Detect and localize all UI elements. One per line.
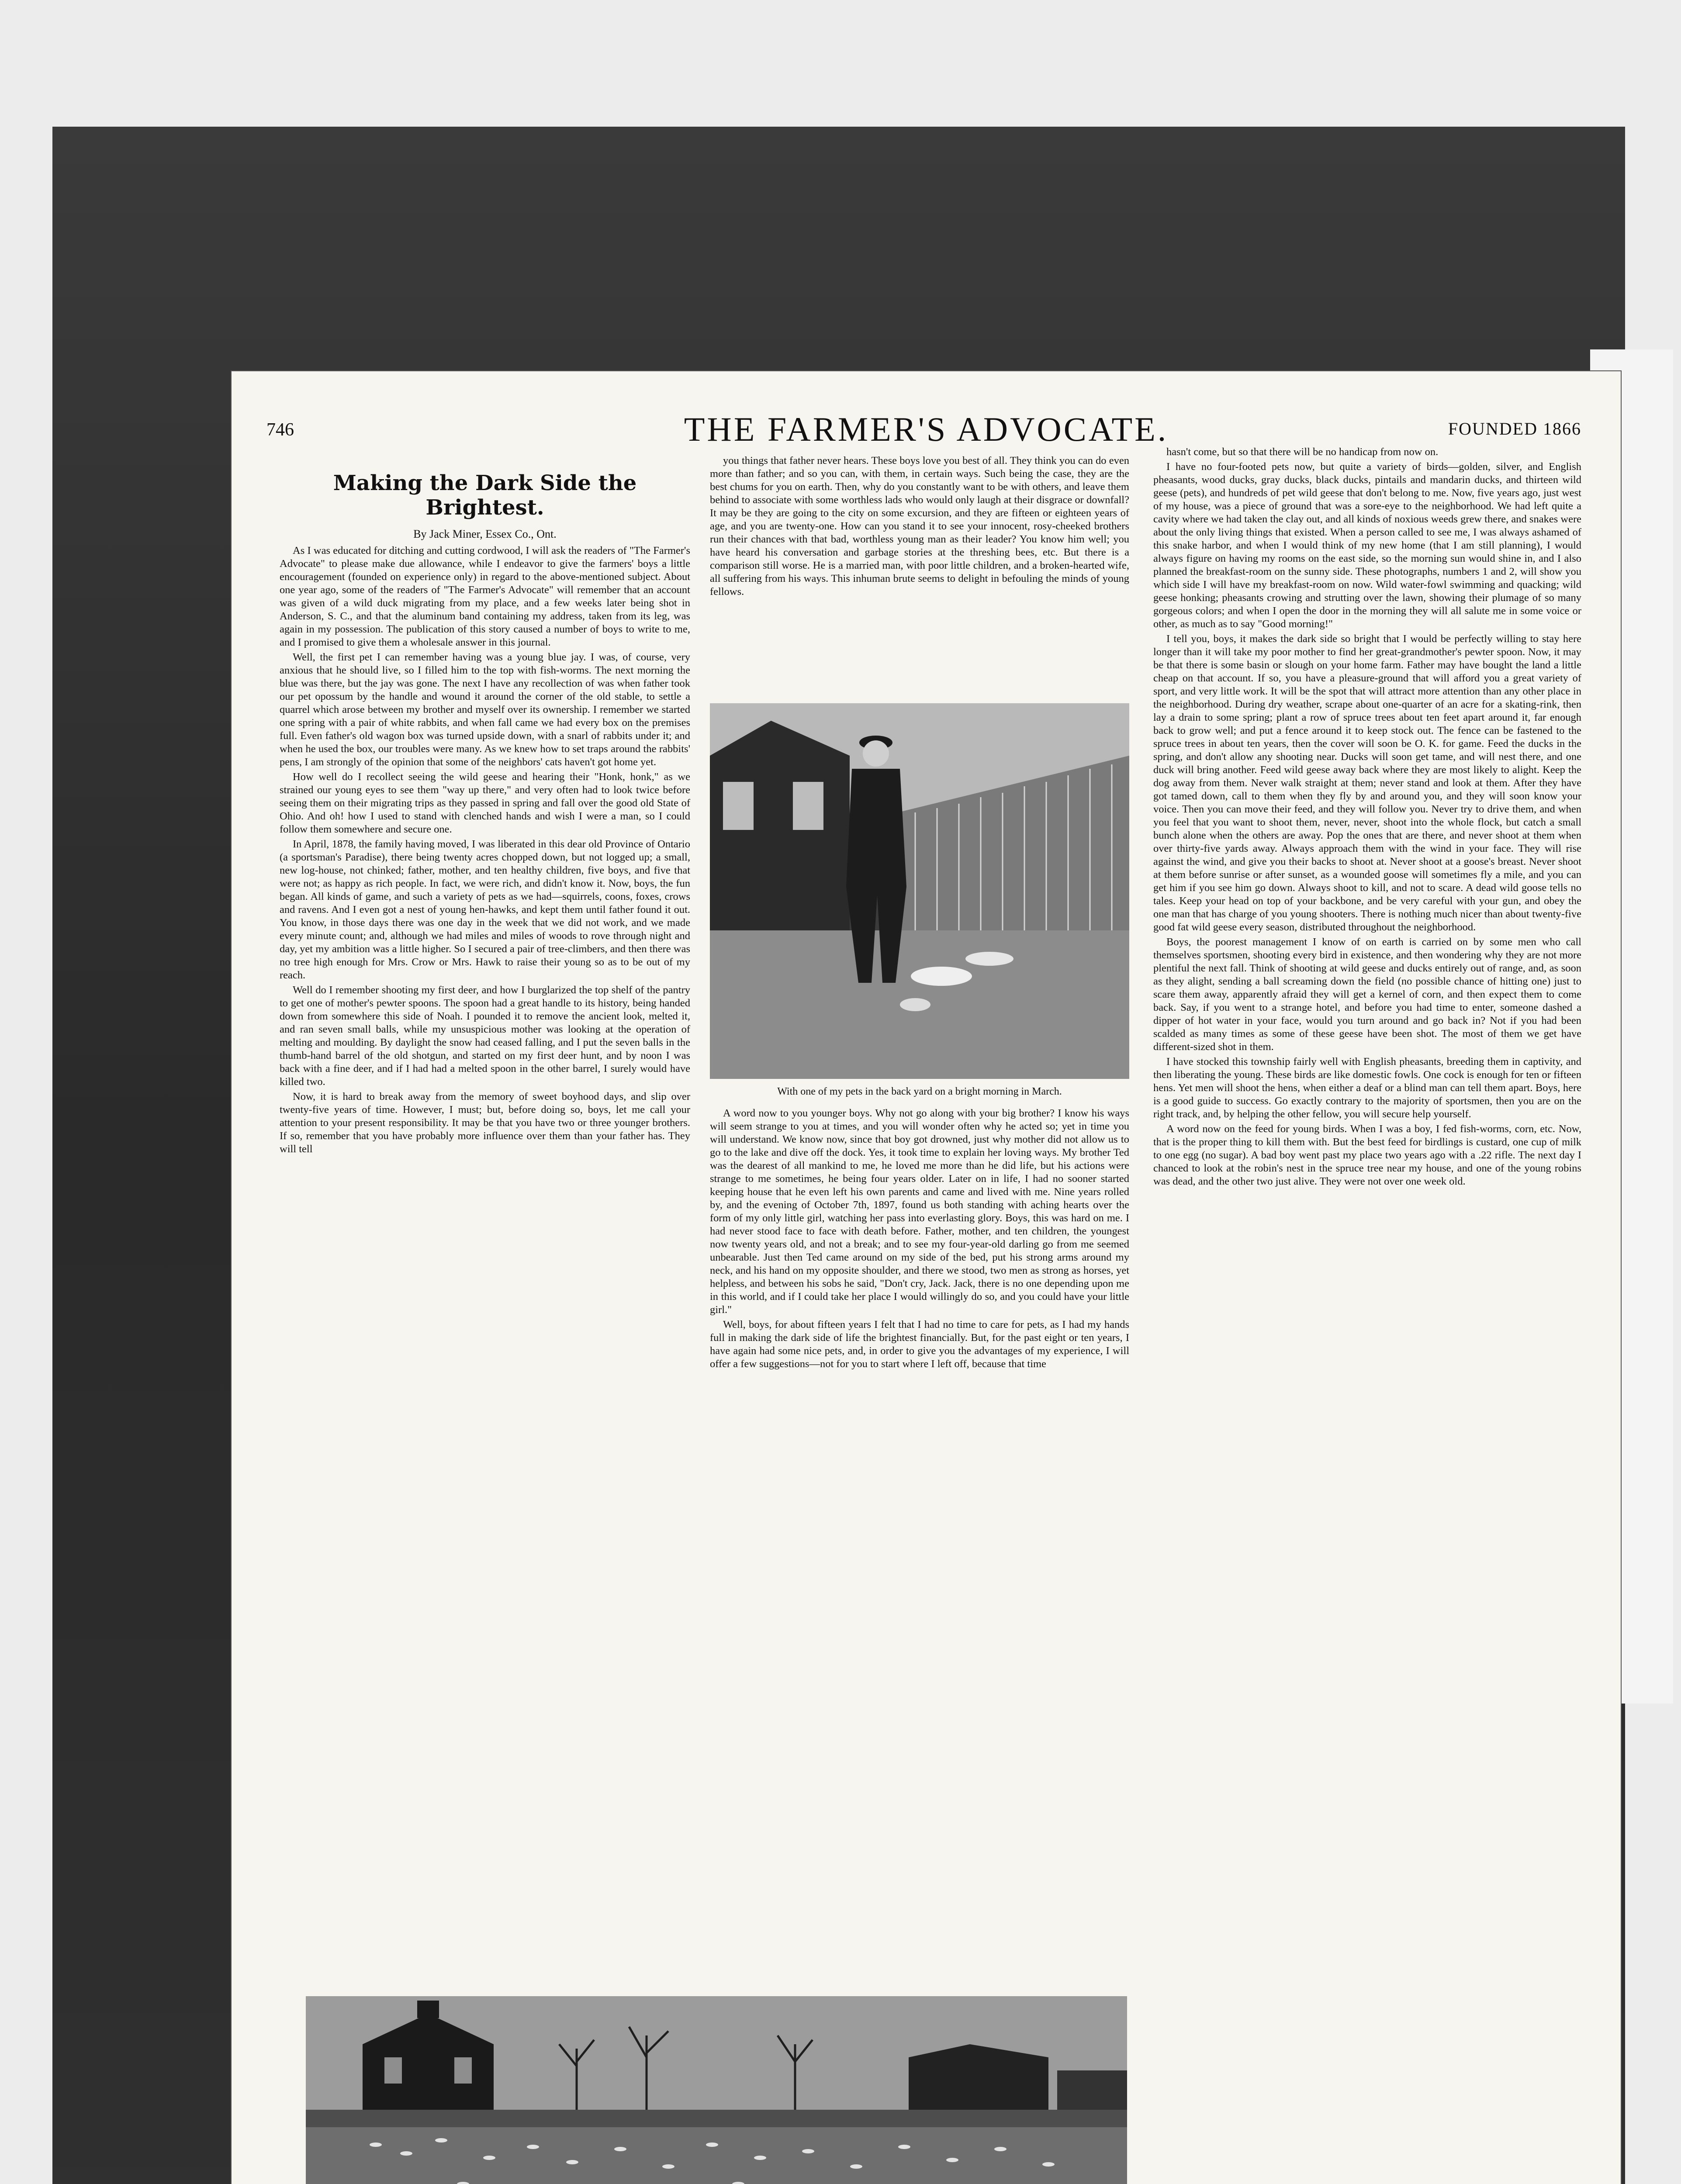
journal-title: THE FARMER'S ADVOCATE. xyxy=(684,410,1169,448)
photo-2-illustration xyxy=(306,1996,1127,2184)
column-1-paragraph: As I was educated for ditching and cutting cordwood, I will ask the readers of "The Farmer's Advocate" to please make due allowance, while I endeavor to give the farmers' boys a little encouragement (founded on experience only) in regard to the above-mentioned subject. About one year ago, some of the readers of "The Farmer's Advocate" will remember that an account was given of a wild duck migrating from my place, and a few weeks later being shot in Anderson, S. C., and that the aluminum band containing my address, taken from its leg, was again in my possession. The publication of this story caused a number of boys to write to me, and I promised to give them a wholesale answer in this journal. xyxy=(280,545,690,648)
pond-with-geese-photo xyxy=(306,1996,1127,2184)
column-2-bottom-text xyxy=(710,1107,1129,1819)
column-1-paragraph: Well do I remember shooting my first deer, and how I burglarized the top shelf of the pantry to get one of mother's pewter spoons. The spoon had a great handle to its history, being handed down from somewhere this side of Noah. I pounded it to remove the ancient look, melted it, and ran seven small balls, while my unsuspicious mother was looking at the operation of melting and moulding. By daylight the snow had ceased falling, and I put the seven balls in the thumb-hand barrel of the old shotgun, and started on my first deer hunt, and by noon I was back with a fine deer, and if I had had a melted spoon in the other barrel, I surely would have killed two. xyxy=(280,984,690,1088)
column-3-paragraph: I have stocked this township fairly well with English pheasants, breeding them in captivity, and then liberating the young. These birds are like domestic fowls. One cock is enough for ten or fifteen hens. Yet men will shoot the hens, when either a deaf or a blind man can tell them apart. Boys, here is a good guide to success. Go exactly contrary to the majority of sportsmen, then you are on the right track, and, by helping the other fellow, you will secure help yourself. xyxy=(1153,1056,1581,1120)
column-1 xyxy=(280,463,690,1800)
byline: By Jack Miner, Essex Co., Ont. xyxy=(413,528,557,540)
column-2-bottom-paragraph: A word now to you younger boys. Why not go along with your big brother? I know his ways will seem strange to you at times, and you will wonder often why he acted so; yet in time you will understand. We know now, since that boy got drowned, just why mother did not allow us to go to the lake and dive off the dock. Yes, it took time to explain her loving ways. My brother Ted was the dearest of all mankind to me, he loved me more than he did life, but his actions were strange to me sometimes, he being four years older. Later on in life, I had no sooner started keeping house that he even left his own parents and came and lived with me. Nine years rolled by, and the evening of October 7th, 1897, found us both standing with aching hearts over the form of my only little girl, watching her pass into everlasting glory. Boys, this was hard on me. I had never stood face to face with death before. Father, mother, and ten children, the youngest now twenty years old, and not a break; and to see my four-year-old darling go from me seemed unbearable. Just then Ted came around on my side of the bed, put his strong arms around my neck, and his hand on my opposite shoulder, and there we stood, two men as strong as horses, yet helpless, and between his sobs he said, "Don't cry, Jack. Jack, there is no one depending upon me in this world, and if I could take her place I would willingly do so, and you could have your little girl." xyxy=(710,1107,1129,1316)
column-1-paragraph: How well do I recollect seeing the wild geese and hearing their "Honk, honk," as we strained our young eyes to see them "way up there," and very often had to look twice before seeing them on their migrating trips as they passed in spring and fall over the good old State of Ohio. And oh! how I used to stand with clenched hands and wish I were a man, so I could follow them somewhere and secure one. xyxy=(280,771,690,835)
running-head xyxy=(258,406,1595,450)
page-number: 746 xyxy=(266,420,294,440)
column-3 xyxy=(1153,446,1581,2184)
column-1-paragraph: Now, it is hard to break away from the memory of sweet boyhood days, and slip over twenty-five years of time. However, I must; but, before doing so, boys, let me call your attention to your present responsibility. It may be that you have two or three younger brothers. If so, remember that you have probably more influence over them than your father has. They will tell xyxy=(280,1091,690,1155)
newspaper-page xyxy=(232,371,1621,2184)
column-3-paragraph: I tell you, boys, it makes the dark side so bright that I would be perfectly willing to stay here longer than it will take my poor mother to find her great-grandmother's pewter spoon. Now, it may be that there is some basin or slough on your home farm. Father may have bought the land a little cheap on that account. If so, you have a pleasure-ground that will afford you a great variety of sport, and very little work. It will be the spot that will attract more attention than any other place in the neighborhood. During dry weather, scrape about one-quarter of an acre for a skating-rink, then lay a drain to some spring; plant a row of spruce trees about ten feet apart around it, far enough back to grow well; and put a fence around it to keep stock out. The fence can be fastened to the spruce trees in about ten years, then the cover will soon be O. K. for game. Feed the ducks in the spring, and don't allow any shooting near. Ducks will soon get tame, and will nest there, and one duck will bring another. Feed wild geese away back where they are most likely to alight. Keep the dog away from them. Never walk straight at them; never stand and look at them. After they have got tamed down, call to them when they fly by and around you, and they will soon know your voice. Then you can move their feed, and they will follow you. Never try to drive them, and when you feel that you want to shoot them, never, never, shoot into the whole flock, but catch a small bunch alone when the others are away. Pop the ones that are there, and never shoot at them when over thirty-five yards away. Always approach them with the wind in your face. They will rise against the wind, and give you their backs to shoot at. Never shoot at a goose's breast. Never shoot at them before sunrise or after sunset, as a wounded goose will sometimes fly a mile, and you can get him if you see him go down. Always shoot to kill, and not to scare. A dead wild goose tells no tales. Keep your head on top of your backbone, and be very careful with your gun, and obey the one man that has charge of you young shooters. There is nothing much nicer than about twenty-five good fat wild geese every season, distributed throughout the neighborhood. xyxy=(1153,633,1581,933)
article-title: Making the Dark Side the Brightest. xyxy=(333,471,637,520)
photo-1-illustration xyxy=(710,703,1129,1079)
man-with-poultry-photo xyxy=(710,703,1129,1079)
photo-1-caption: With one of my pets in the back yard on a bright morning in March. xyxy=(777,1086,1062,1097)
column-1-paragraph: In April, 1878, the family having moved, I was liberated in this dear old Province of Ontario (a sportsman's Paradise), there being twenty acres chopped down, but not logged up; a small, new log-house, not chinked; father, mother, and ten healthy children, five boys, and five that were not; as happy as rich people. In fact, we were rich, and didn't know it. Now, boys, the fun began. All kinds of game, and such a variety of pets as we had—squirrels, coons, foxes, crows and ravens. And I even got a nest of young hen-hawks, and kept them until father found it out. You know, in those days there was one day in the week that we did not work, and we made every minute count; and, although we had miles and miles of woods to rove through night and day, yet my ambition was a little higher. So I secured a pair of tree-climbers, and then there was no tree high enough for Mrs. Crow or Mrs. Hawk to raise their young so as to be out of my reach. xyxy=(280,838,690,981)
column-2-top-paragraph: you things that father never hears. These boys love you best of all. They think you can do even more than father; and so you can, with them, in certain ways. Such being the case, they are the best chums for you on earth. Then, why do you constantly want to be with others, and leave them behind to associate with some worthless lads who would only laugh at their disgrace or downfall? It may be they are going to the city on some excursion, and they are fifteen or eighteen years of age, and you are twenty-one. How can you stand it to see your innocent, rosy-cheeked brothers run their chances with that bad, worthless young man as their leader? You know him well; you have heard his conversation and garbage stories at the threshing bees, etc. But there is a comparison still worse. He is a married man, with poor little children, and a broken-hearted wife, all suffering from his ways. This inhuman brute seems to delight in befouling the minds of young fellows. xyxy=(710,455,1129,598)
column-1-paragraph: Well, the first pet I can remember having was a young blue jay. I was, of course, very anxious that he should live, so I filled him to the top with fish-worms. The next morning the blue was there, but the jay was gone. The next I have any recollection of was when father took our pet opossum by the handle and wound it around the corner of the old stable, to settle a quarrel which arose between my brother and myself over its ownership. I remember we started one spring with a pair of white rabbits, and when fall came we had every box on the premises full. Even father's old wagon box was turned upside down, with a snarl of rabbits under it; and when he used the box, our troubles were many. As we knew how to set traps around the rabbits' pens, I am strongly of the opinion that some of the neighbors' cats haven't got home yet. xyxy=(280,651,690,768)
column-3-paragraph: hasn't come, but so that there will be no handicap from now on. xyxy=(1166,446,1439,458)
column-1-body xyxy=(280,544,690,1156)
founded-year: FOUNDED 1866 xyxy=(1448,419,1581,439)
column-2 xyxy=(710,454,1129,1852)
column-2-bottom-paragraph: Well, boys, for about fifteen years I felt that I had no time to care for pets, as I had my hands full in making the dark side of life the brightest financially. But, for the past eight or ten years, I have again had some nice pets, and, in order to give you the advantages of my experience, I will offer a few suggestions—not for you to start where I left off, because that time xyxy=(710,1319,1129,1370)
column-3-paragraph: A word now on the feed for young birds. When I was a boy, I fed fish-worms, corn, etc. Now, that is the proper thing to kill them with. But the best feed for birdlings is custard, one cup of milk to one egg (no sugar). A bad boy went past my place two years ago with a .22 rifle. The next day I chanced to look at the robin's nest in the spruce tree near my house, and one of the young robins was dead, and the other two just alive. They were not over one week old. xyxy=(1153,1123,1581,1187)
column-3-paragraph: Boys, the poorest management I know of on earth is carried on by some men who call themselves sportsmen, shooting every bird in existence, and then wondering why they are not more plentiful the next fall. Think of shooting at wild geese and ducks entirely out of range, and, as soon as they alight, sending a ball screaming down the field (no possible chance of hitting one) just to scare them away, apparently afraid they will get a kernel of corn, and then expect them to come back. Say, if you went to a strange hotel, and before you had time to enter, someone dashed a dipper of hot water in your face, would you turn around and go back in? Not if you had been scalded as many times as some of these geese have been shot. The most of them we get have different-sized shot in them. xyxy=(1153,936,1581,1053)
column-2-top-text xyxy=(710,454,1129,699)
column-3-paragraph: I have no four-footed pets now, but quite a variety of birds—golden, silver, and English pheasants, wood ducks, gray ducks, black ducks, pintails and mandarin ducks, and thirteen wild geese (pets), and hundreds of pet wild geese that don't belong to me. Now, five years ago, just west of my house, was a piece of ground that was a sore-eye to the neighborhood. We had left quite a cavity where we had taken the clay out, and all kinds of noxious weeds grew there, and snakes were about the only living things that existed. When a person called to see me, I was always ashamed of this snake harbor, and when I would think of my new home (that I am still planning), I would always figure on having my rooms on the east side, so the morning sun would shine in, and I also planned the breakfast-room on the sunny side. These photographs, numbers 1 and 2, will show you which side I will have my breakfast-room on now. Wild water-fowl swimming and quacking; wild geese honking; pheasants crowing and strutting over the lawn, showing their plumage of so many gorgeous colors; and when I open the door in the morning they will all salute me in some voice or other, as much as to say "Good morning!" xyxy=(1153,461,1581,630)
